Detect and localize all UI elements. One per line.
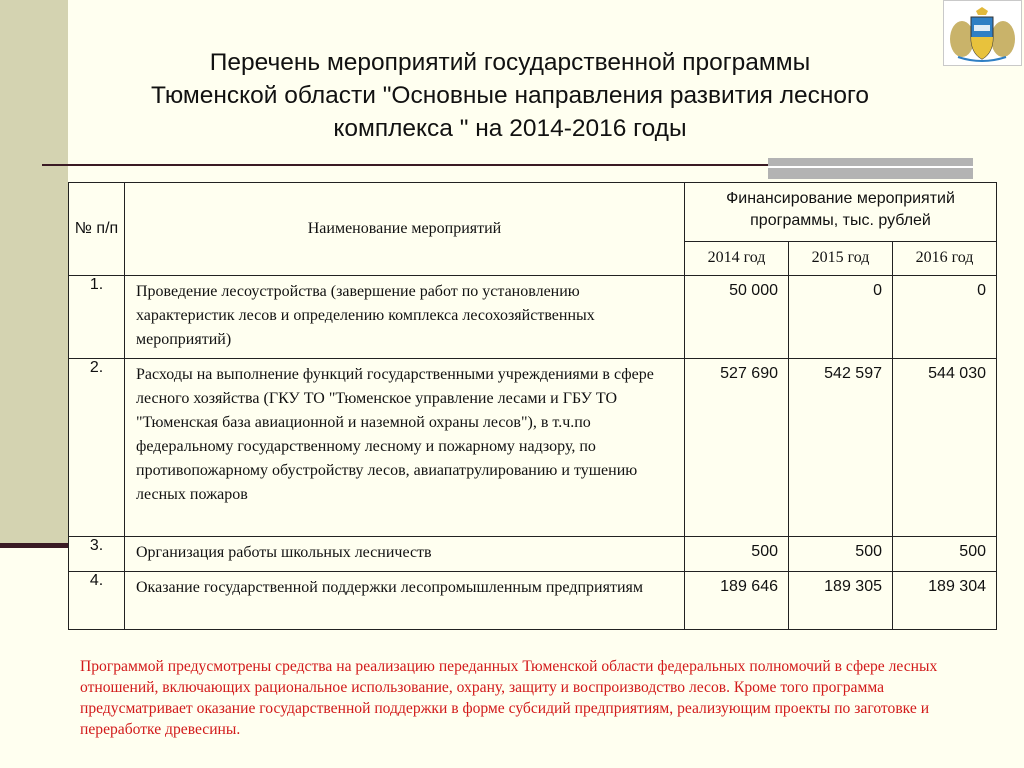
row-value-2014: 500 <box>685 537 789 572</box>
row-value-2015: 500 <box>789 537 893 572</box>
row-value-2014: 50 000 <box>685 276 789 359</box>
row-value-2014: 527 690 <box>685 359 789 537</box>
left-decor-band <box>0 0 68 545</box>
table-row <box>69 276 997 359</box>
row-value-2016: 0 <box>893 276 997 359</box>
row-name: Расходы на выполнение функций государственными учреждениями в сфере лесного хозяйства (ГКУ ТО "Тюменское управление лесами и ГБУ ТО "Тюменская база авиационной и наземной охраны лесов"), в т.ч.по федеральному государственному лесному и пожарному надзору, по противопожарному обустройству лесов, авиапатрулированию и тушению лесных пожаров <box>125 359 685 537</box>
left-decor-rule <box>0 543 68 548</box>
row-value-2016: 500 <box>893 537 997 572</box>
header-financing: Финансирование мероприятий программы, тыс. рублей <box>685 183 997 242</box>
measures-table <box>68 182 997 630</box>
row-value-2014: 189 646 <box>685 572 789 630</box>
row-value-2016: 544 030 <box>893 359 997 537</box>
row-value-2015: 542 597 <box>789 359 893 537</box>
title-line-2: Тюменской области "Основные направления развития лесного <box>150 82 870 109</box>
table-row <box>69 572 997 630</box>
header-year-2015: 2015 год <box>789 241 893 275</box>
row-number: 1. <box>69 276 125 359</box>
row-value-2015: 189 305 <box>789 572 893 630</box>
row-name: Проведение лесоустройства (завершение работ по установлению характеристик лесов и определению комплекса лесохозяйственных мероприятий) <box>125 276 685 359</box>
row-value-2015: 0 <box>789 276 893 359</box>
header-year-2014: 2014 год <box>685 241 789 275</box>
row-number: 3. <box>69 537 125 572</box>
row-value-2016: 189 304 <box>893 572 997 630</box>
row-number: 2. <box>69 359 125 537</box>
program-note: Программой предусмотрены средства на реализацию переданных Тюменской области федеральных полномочий в сфере лесных отношений, включающих рациональное использование, охрану, защиту и воспроизводство лесов. Кроме того программа предусматривает оказание государственной поддержки в форме субсидий предприятиям, реализующим проекты по заготовке и переработке древесины. <box>80 658 938 738</box>
header-number: № п/п <box>69 183 125 276</box>
row-number: 4. <box>69 572 125 630</box>
table-header-row <box>69 183 997 242</box>
title-line-3: комплекса " на 2014-2016 годы <box>333 115 687 142</box>
row-name: Оказание государственной поддержки лесопромышленным предприятиям <box>125 572 685 630</box>
header-year-2016: 2016 год <box>893 241 997 275</box>
table-row <box>69 537 997 572</box>
table-row <box>69 359 997 537</box>
header-name: Наименование мероприятий <box>125 183 685 276</box>
decor-gray-bar <box>768 158 973 179</box>
row-name: Организация работы школьных лесничеств <box>125 537 685 572</box>
page-title <box>80 46 940 145</box>
title-line-1: Перечень мероприятий государственной программы <box>209 49 811 76</box>
coat-of-arms-icon <box>943 0 1022 66</box>
